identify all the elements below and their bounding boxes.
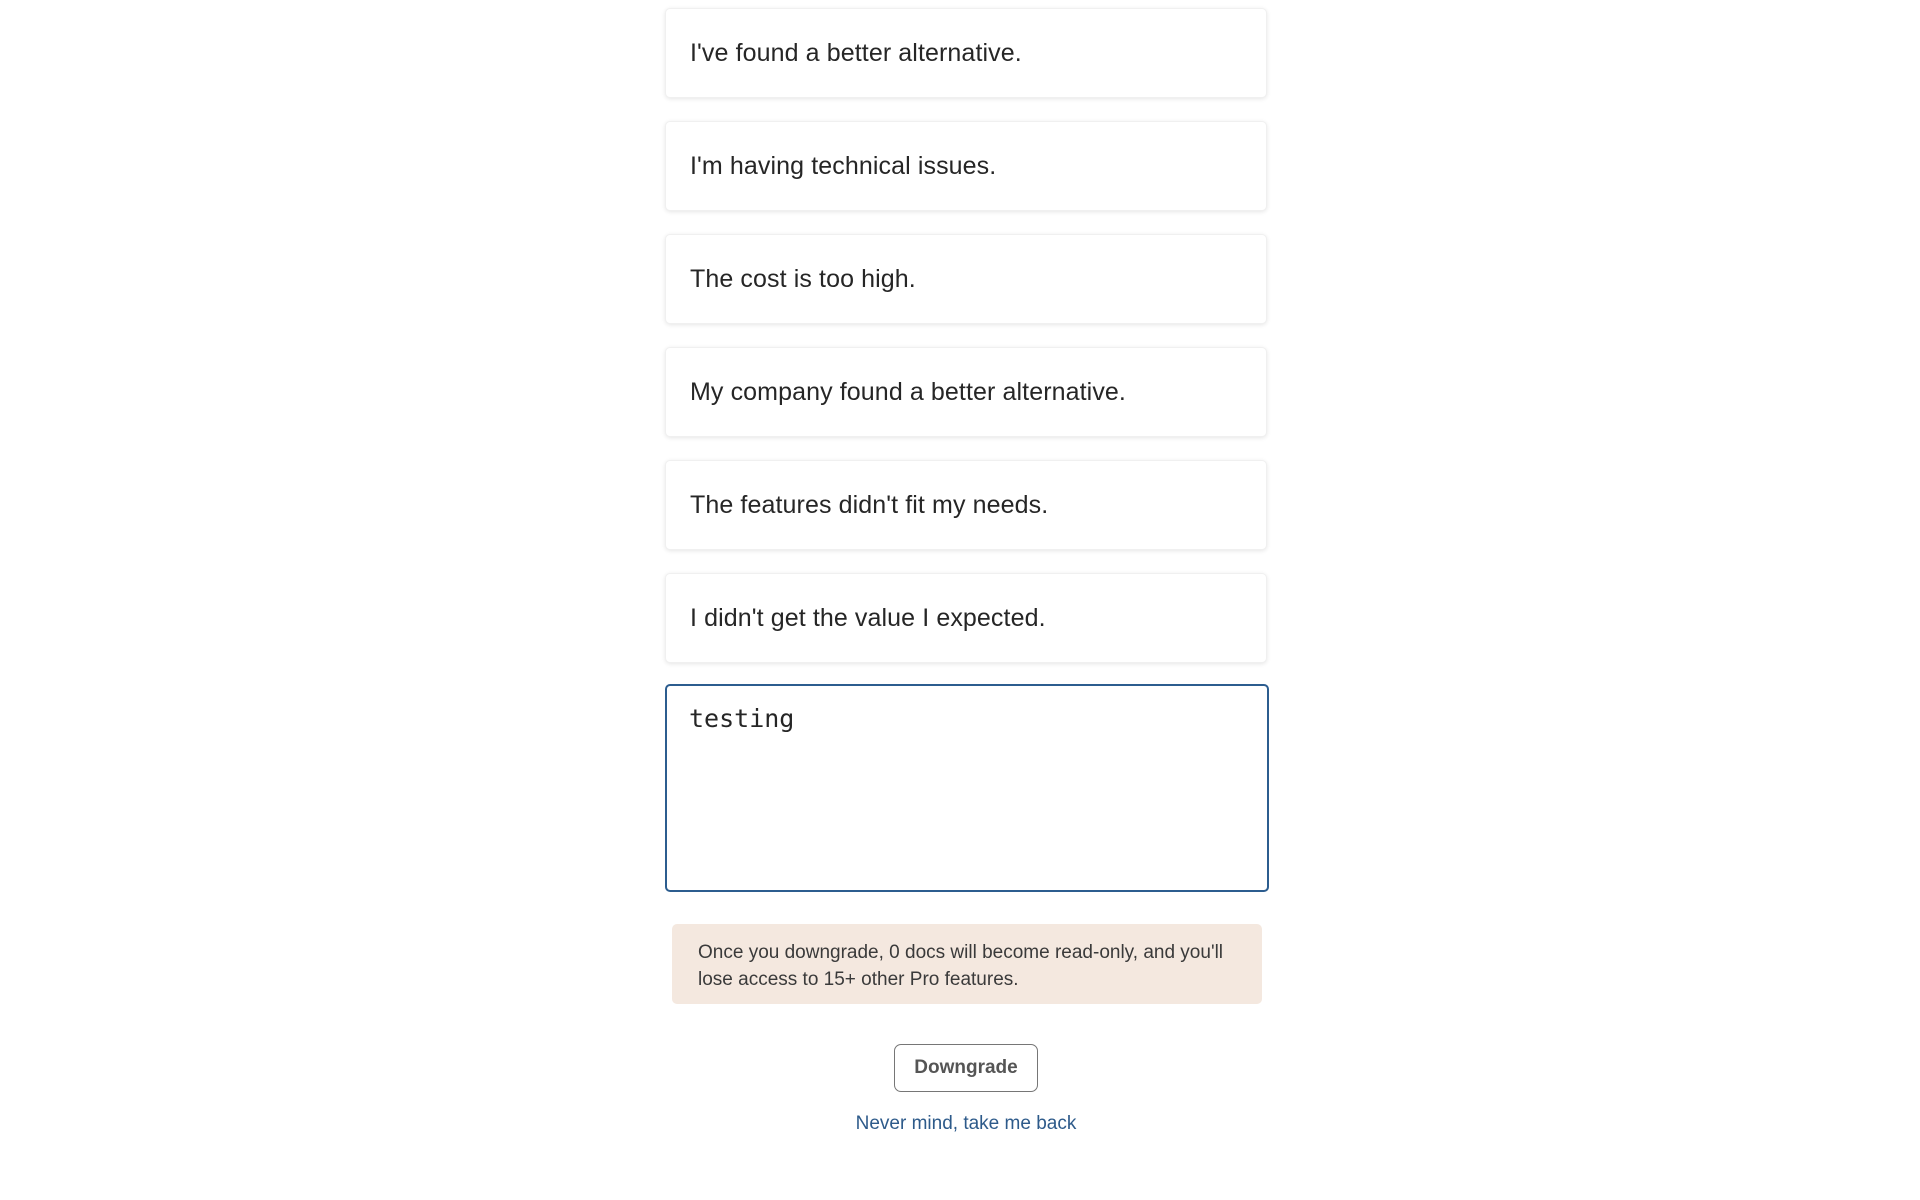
reason-label: My company found a better alternative. [690, 377, 1126, 406]
reason-label: The cost is too high. [690, 264, 916, 293]
reason-label: The features didn't fit my needs. [690, 490, 1049, 519]
downgrade-button[interactable]: Downgrade [894, 1044, 1038, 1092]
warning-text: Once you downgrade, 0 docs will become read-only, and you'll lose access to 15+ other Pro features. [698, 942, 1224, 990]
reason-label: I'm having technical issues. [690, 151, 997, 180]
reason-option-cost-too-high[interactable] [665, 234, 1267, 324]
reason-option-value-not-expected[interactable] [665, 573, 1267, 663]
downgrade-warning [672, 924, 1262, 1004]
reason-option-better-alternative[interactable] [665, 8, 1267, 98]
reason-option-features-not-fit[interactable] [665, 460, 1267, 550]
reason-option-technical-issues[interactable] [665, 121, 1267, 211]
reason-option-company-alternative[interactable] [665, 347, 1267, 437]
reason-label: I didn't get the value I expected. [690, 603, 1046, 632]
feedback-textarea[interactable] [665, 684, 1269, 892]
take-me-back-link[interactable]: Never mind, take me back [855, 1113, 1077, 1134]
reason-label: I've found a better alternative. [690, 38, 1022, 67]
